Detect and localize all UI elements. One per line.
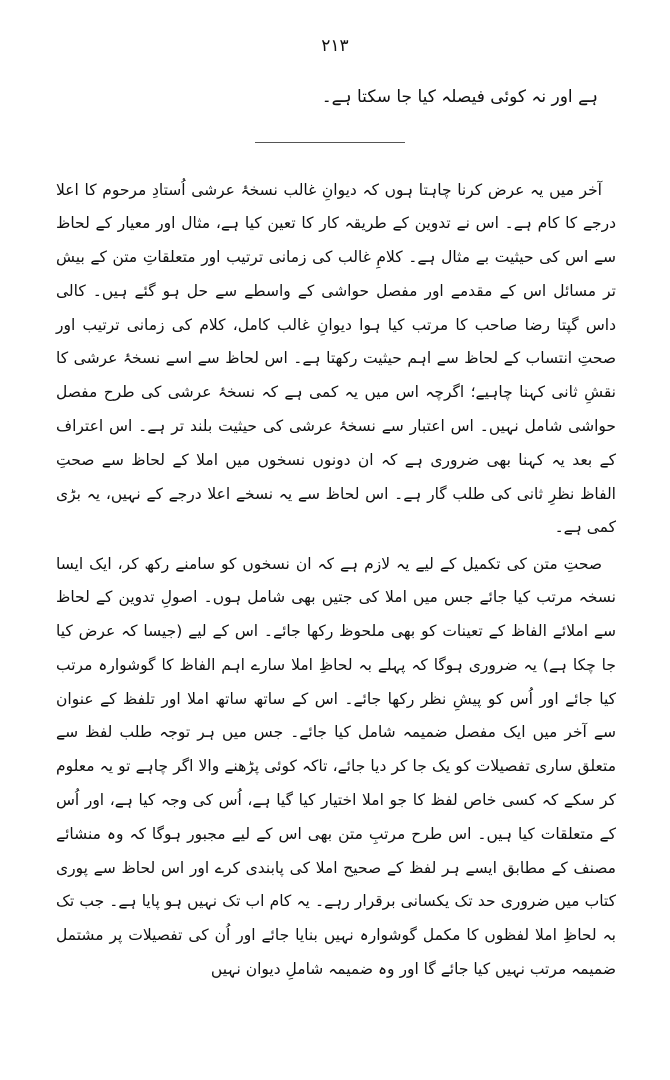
paragraph-text-accuracy (56, 548, 616, 987)
paragraph-text: آخر میں یہ عرض کرنا چاہتا ہوں کہ دیوانِ غالب نسخۂ عرشی اُستادِ مرحوم کا اعلا درجے کا کام ہے۔ اس نے تدوین کے طریقہ کار کا تعین کیا ہے، مثال اور معیار کے لحاظ سے اس کی حیثیت بے مثال ہے۔ کلامِ غالب کی زمانی ترتیب اور متعلقاتِ متن کے بیش تر مسائل اس کے مقدمے اور مفصل حواشی کے واسطے سے حل ہو گئے ہیں۔ کالی داس گپتا رضا صاحب کا مرتب کیا ہوا دیوانِ غالب کامل، کلام کی زمانی ترتیب اور صحتِ انتساب کے لحاظ سے اہم حیثیت رکھتا ہے۔ اس لحاظ سے اسے نسخۂ عرشی کا نقشِ ثانی کہنا چاہیے؛ اگرچہ اس میں یہ کمی ہے کہ نسخۂ عرشی کی طرح مفصل حواشی شامل نہیں۔ اس اعتبار سے نسخۂ عرشی کی حیثیت بلند تر ہے۔ اس اعتراف کے بعد یہ کہنا بھی ضروری ہے کہ ان دونوں نسخوں میں املا کے لحاظ سے صحتِ الفاظ نظرِ ثانی کی طلب گار ہے۔ اس لحاظ سے یہ نسخے اعلا درجے کے نہیں، یہ بڑی کمی ہے۔ (56, 180, 616, 537)
section-divider (255, 142, 405, 143)
paragraph-conclusion (56, 174, 616, 546)
page-number: ۲۱۳ (321, 36, 349, 56)
paragraph-text: صحتِ متن کی تکمیل کے لیے یہ لازم ہے کہ ان نسخوں کو سامنے رکھ کر، ایک ایسا نسخہ مرتب کیا جائے جس میں املا کی جتیں بھی شامل ہوں۔ اصولِ تدوین کے لحاظ سے املائے الفاظ کے تعینات کو بھی ملحوظ رکھا جائے۔ اس کے لیے (جیسا کہ عرض کیا جا چکا ہے) یہ ضروری ہوگا کہ پہلے بہ لحاظِ املا سارے اہم الفاظ کا گوشوارہ مرتب کیا جائے اور اُس کو پیشِ نظر رکھا جائے۔ اس کے ساتھ ساتھ املا اور تلفظ کے عنوان سے آخر میں ایک مفصل ضمیمہ شامل کیا جائے۔ جس میں ہر توجہ طلب لفظ سے متعلق ساری تفصیلات کو یک جا کر دیا جائے، تاکہ کوئی پڑھنے والا اگر چاہے تو یہ معلوم کر سکے کہ کسی خاص لفظ کا جو املا اختیار کیا گیا ہے، اُس کی وجہ کیا ہے، اور اُس کے متعلقات کیا ہیں۔ اس طرح مرتبِ متن بھی اس کے لیے مجبور ہوگا کہ وہ منشائے مصنف کے مطابق ایسے ہر لفظ کے صحیح املا کی پابندی کرے اور اس لحاظ سے پوری کتاب میں ضروری حد تک یکسانی برقرار رہے۔ یہ کام اب تک نہیں ہو پایا ہے۔ جب تک بہ لحاظِ املا لفظوں کا مکمل گوشوارہ نہیں بنایا جائے اور اُن کی تفصیلات پر مشتمل ضمیمہ مرتب نہیں کیا جائے گا اور وہ ضمیمہ شاملِ دیوان نہیں (56, 554, 616, 979)
continuation-line: ہے اور نہ کوئی فیصلہ کیا جا سکتا ہے۔ (321, 87, 598, 107)
